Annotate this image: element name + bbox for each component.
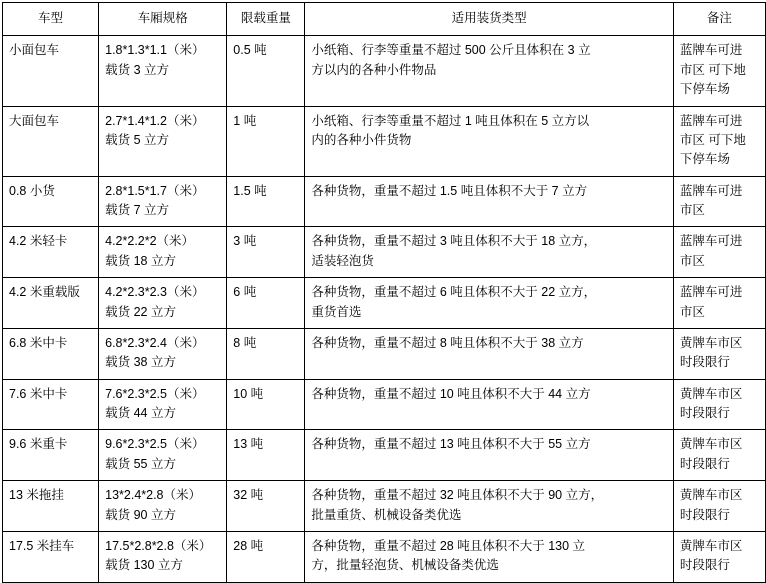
cell-spec-line: 载货 55 立方 [105,456,176,471]
column-header-spec: 车厢规格 [99,3,227,36]
cell-spec-line: 载货 5 立方 [105,132,170,147]
cell-load [227,278,305,329]
cell-spec-line: 4.2*2.2*2（米） [105,234,195,249]
cell-remark-line: 市区 [679,203,705,217]
cell-remark [673,227,765,278]
table-row [3,328,766,379]
cell-cargo-type [305,531,673,582]
cell-cargo-type-line: 各种货物，重量不超过 6 吨且体积不大于 22 立方， [311,285,597,300]
cell-cargo-type-line: 重货首选 [311,304,362,319]
cell-load [227,328,305,379]
cell-remark-line: 市区 可下地 [679,62,746,77]
cell-model: 0.8 小货 [3,176,99,227]
cell-cargo-type [305,36,673,106]
vehicle-spec-table [2,2,766,583]
cell-spec-line: 2.8*1.5*1.7（米） [105,183,205,198]
cell-remark-line: 蓝牌车可进 [679,285,743,300]
cell-load-line: 1.5 吨 [233,183,267,198]
cell-spec [99,328,227,379]
cell-cargo-type-line: 小纸箱、行李等重量不超过 500 公斤且体积在 3 立 [311,43,591,58]
cell-cargo-type-line: 各种货物，重量不超过 13 吨且体积不大于 55 立方 [311,437,591,452]
cell-cargo-type-line: 方以内的各种小件物品 [311,62,437,77]
cell-remark-line: 时段限行 [679,507,730,522]
cell-remark [673,328,765,379]
cell-load [227,106,305,176]
cell-remark-line: 黄牌车市区 [679,538,743,553]
cell-spec-line: 载货 18 立方 [105,253,176,268]
cell-model: 17.5 米挂车 [3,531,99,582]
cell-load [227,379,305,430]
cell-remark-line: 市区 [679,304,705,319]
cell-load [227,430,305,481]
cell-spec [99,481,227,532]
table-header-row [3,3,766,36]
cell-load-line: 6 吨 [233,285,257,300]
cell-cargo-type-line: 方，批量轻泡货、机械设备类优选 [311,558,499,573]
cell-cargo-type-line: 批量重货、机械设备类优选 [311,507,462,522]
cell-load-line: 28 吨 [233,538,264,553]
cell-model: 4.2 米轻卡 [3,227,99,278]
cell-load-line: 8 吨 [233,335,257,350]
cell-remark-line: 下停车场 [679,152,730,167]
cell-load-line: 13 吨 [233,437,264,452]
cell-remark-line: 黄牌车市区 [679,437,743,452]
cell-cargo-type [305,227,673,278]
cell-cargo-type [305,106,673,176]
cell-remark-line: 下停车场 [679,82,730,97]
cell-spec-line: 17.5*2.8*2.8（米） [105,538,212,553]
table-row [3,227,766,278]
cell-cargo-type-line: 小纸箱、行李等重量不超过 1 吨且体积在 5 立方以 [311,113,590,128]
cell-cargo-type-line: 内的各种小件货物 [311,132,412,147]
cell-load-line: 32 吨 [233,488,264,503]
cell-remark-line: 市区 [679,253,705,268]
cell-remark-line: 蓝牌车可进 [679,113,743,128]
column-header-remark: 备注 [673,3,765,36]
cell-spec [99,278,227,329]
cell-remark [673,430,765,481]
cell-remark-line: 市区 可下地 [679,132,746,147]
cell-spec-line: 9.6*2.3*2.5（米） [105,437,205,452]
cell-spec [99,430,227,481]
table-row [3,379,766,430]
cell-cargo-type-line: 各种货物，重量不超过 28 吨且体积不大于 130 立 [311,538,586,553]
cell-cargo-type [305,328,673,379]
cell-cargo-type-line: 各种货物，重量不超过 32 吨且体积不大于 90 立方， [311,488,604,503]
cell-load-line: 10 吨 [233,386,264,401]
cell-remark-line: 时段限行 [679,558,730,573]
table-row [3,278,766,329]
cell-spec [99,176,227,227]
cell-remark-line: 蓝牌车可进 [679,43,743,58]
cell-remark-line: 黄牌车市区 [679,386,743,401]
cell-spec-line: 载货 3 立方 [105,62,170,77]
cell-remark [673,36,765,106]
cell-load [227,531,305,582]
cell-load-line: 1 吨 [233,113,257,128]
cell-spec-line: 4.2*2.3*2.3（米） [105,285,205,300]
cell-model: 6.8 米中卡 [3,328,99,379]
cell-remark [673,106,765,176]
cell-cargo-type [305,176,673,227]
cell-remark-line: 蓝牌车可进 [679,234,743,249]
cell-spec-line: 13*2.4*2.8（米） [105,488,202,503]
cell-spec-line: 载货 130 立方 [105,558,183,573]
cell-spec-line: 7.6*2.3*2.5（米） [105,386,205,401]
table-row [3,481,766,532]
table-row [3,531,766,582]
cell-spec-line: 2.7*1.4*1.2（米） [105,113,205,128]
table-row [3,176,766,227]
cell-model: 小面包车 [3,36,99,106]
cell-cargo-type-line: 各种货物，重量不超过 10 吨且体积不大于 44 立方 [311,386,591,401]
cell-remark-line: 蓝牌车可进 [679,183,743,198]
cell-remark-line: 时段限行 [679,355,730,370]
table-row [3,106,766,176]
cell-load [227,36,305,106]
cell-cargo-type [305,481,673,532]
cell-cargo-type [305,379,673,430]
cell-remark [673,531,765,582]
cell-spec [99,379,227,430]
cell-spec [99,531,227,582]
cell-load-line: 3 吨 [233,234,257,249]
cell-remark [673,176,765,227]
cell-cargo-type-line: 适装轻泡货 [311,253,374,268]
cell-cargo-type-line: 各种货物，重量不超过 8 吨且体积不大于 38 立方 [311,335,584,350]
table-row [3,430,766,481]
cell-model: 9.6 米重卡 [3,430,99,481]
cell-load-line: 0.5 吨 [233,43,267,58]
cell-model: 7.6 米中卡 [3,379,99,430]
cell-cargo-type [305,430,673,481]
cell-remark-line: 时段限行 [679,406,730,420]
cell-cargo-type-line: 各种货物，重量不超过 3 吨且体积不大于 18 立方， [311,234,597,249]
cell-spec-line: 载货 44 立方 [105,406,176,420]
column-header-cargo-type: 适用装货类型 [305,3,673,36]
cell-spec [99,106,227,176]
cell-spec-line: 1.8*1.3*1.1（米） [105,43,205,58]
cell-remark [673,481,765,532]
cell-spec [99,227,227,278]
cell-remark [673,379,765,430]
cell-remark-line: 时段限行 [679,456,730,471]
cell-load [227,481,305,532]
cell-remark-line: 黄牌车市区 [679,335,743,350]
cell-remark-line: 黄牌车市区 [679,488,743,503]
cell-model: 13 米拖挂 [3,481,99,532]
cell-cargo-type [305,278,673,329]
cell-spec-line: 载货 22 立方 [105,304,176,319]
cell-cargo-type-line: 各种货物，重量不超过 1.5 吨且体积不大于 7 立方 [311,183,588,198]
cell-spec-line: 载货 38 立方 [105,355,176,370]
cell-load [227,227,305,278]
cell-model: 大面包车 [3,106,99,176]
cell-spec-line: 载货 7 立方 [105,203,170,217]
cell-spec-line: 载货 90 立方 [105,507,176,522]
column-header-model: 车型 [3,3,99,36]
cell-spec [99,36,227,106]
cell-model: 4.2 米重载版 [3,278,99,329]
column-header-load: 限载重量 [227,3,305,36]
table-row [3,36,766,106]
cell-spec-line: 6.8*2.3*2.4（米） [105,335,205,350]
cell-load [227,176,305,227]
cell-remark [673,278,765,329]
